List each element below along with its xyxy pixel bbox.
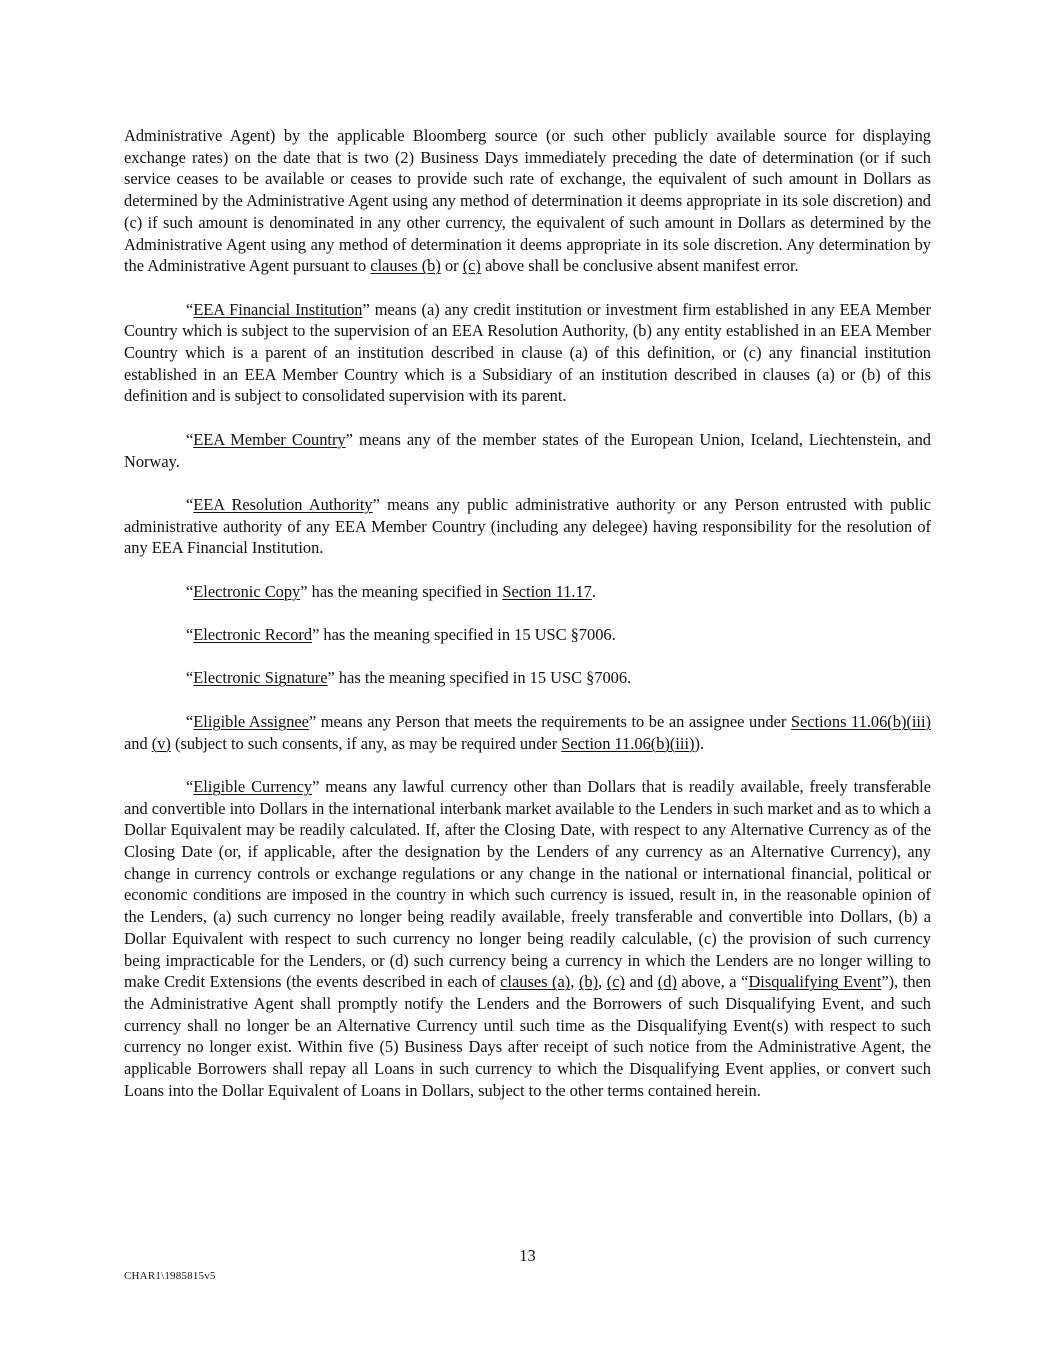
text: Administrative Agent) by the applicable Bloomberg source (or such other publicly available source for displaying exchange rates) on the date that is two (2) Business Days immediately preceding the date of determination (or if such service ceases to be available or ceases to provide such rate of exchange, the equivalent of such amount in Dollars as determined by the Administrative Agent using any method of determination it deems appropriate in its sole discretion) and (c) if such amount is denominated in any other currency, the equivalent of such amount in Dollars as determined by the Administrative Agent using any method of determination it deems appropriate in its sole discretion. Any determination by the Administrative Agent pursuant to [124,126,931,276]
text: , [570,972,579,992]
definition-text: ” has the meaning specified in 15 USC §7006. [327,668,632,688]
definition-text: ” has the meaning specified in 15 USC §7006. [312,625,616,645]
text: and [124,733,152,753]
section-reference: Section 11.06(b)(iii) [561,733,695,753]
text: (subject to such consents, if any, as may be required under [170,733,562,753]
open-quote: “ [186,581,194,601]
section-reference: (v) [151,733,171,753]
document-body [124,125,931,1123]
definition-text: ” means any public administrative authority or any Person entrusted with public administrative authority of any EEA Member Country (including any delegee) having responsibility for the resolution of any EEA Financial Institution. [124,494,931,558]
definition-text: ” means any of the member states of the European Union, Iceland, Liechtenstein, and Norway. [124,429,932,471]
defined-term: EEA Resolution Authority [193,494,373,514]
clause-reference: (b) [578,972,599,992]
document-id: CHAR1\1985815v5 [124,1270,216,1282]
defined-term: Electronic Copy [193,581,301,601]
definition-text: ” has the meaning specified in [300,581,503,601]
clause-reference: (c) [606,972,625,992]
section-reference: Section 11.17 [502,581,592,601]
open-quote: “ [186,668,194,688]
definition-electronic-signature [124,667,931,689]
definition-eea-member-country [124,429,931,472]
clause-reference: clauses (b) [370,256,441,276]
definition-electronic-copy [124,581,931,603]
open-quote: “ [186,625,194,645]
definition-eligible-currency [124,776,931,1102]
text: . [591,581,596,601]
definition-text: ” means any lawful currency other than Dollars that is readily available, freely transferable and convertible into Dollars in the international interbank market available to the Lenders in such market and as to which a Dollar Equivalent may be readily calculated. If, after the Closing Date, with respect to any Alternative Currency as of the Closing Date (or, if applicable, after the designation by the Lenders of any currency as an Alternative Currency), any change in currency controls or exchange regulations or any change in the national or international financial, political or economic conditions are imposed in the country in which such currency is issued, result in, in the reasonable opinion of the Lenders, (a) such currency no longer being readily available, freely transferable and convertible into Dollars, (b) a Dollar Equivalent with respect to such currency no longer being readily calculable, (c) the provision of such currency being impracticable for the Lenders, or (d) such currency being a currency in which the Lenders are no longer willing to make Credit Extensions (the events described in each of [124,776,931,992]
clause-reference: (d) [657,972,677,992]
text: ). [694,733,705,753]
defined-term: Eligible Assignee [193,711,309,731]
clause-reference: clauses (a) [500,972,571,992]
definition-eea-financial-institution [124,299,931,408]
text: and [624,972,658,992]
text: , [598,972,607,992]
text: above, a “ [676,972,749,992]
defined-term: EEA Member Country [193,429,346,449]
definition-text: ” means any Person that meets the requirements to be an assignee under [308,711,791,731]
definition-eea-resolution-authority [124,494,931,559]
definition-electronic-record [124,624,931,646]
text: above shall be conclusive absent manifest error. [480,256,799,276]
defined-term: Electronic Signature [193,668,328,688]
defined-term: EEA Financial Institution [193,299,363,319]
text: ”), then the Administrative Agent shall promptly notify the Lenders and the Borrowers of such Disqualifying Event, and such currency shall no longer be an Alternative Currency until such time as the Disqualifying Event(s) with respect to such currency no longer exist. Within five (5) Business Days after receipt of such notice from the Administrative Agent, the applicable Borrowers shall repay all Loans in such currency to which the Disqualifying Event applies, or convert such Loans into the Dollar Equivalent of Loans in Dollars, subject to the other terms contained herein. [124,972,932,1100]
defined-term: Electronic Record [193,625,313,645]
open-quote: “ [186,429,194,449]
defined-term: Eligible Currency [193,776,313,796]
open-quote: “ [186,776,194,796]
paragraph-bloomberg-continuation [124,125,931,277]
defined-term: Disqualifying Event [748,972,882,992]
page-number: 13 [519,1246,536,1265]
text: or [440,256,463,276]
open-quote: “ [186,711,194,731]
definition-text: ” means (a) any credit institution or investment firm established in any EEA Member Country which is subject to the supervision of an EEA Resolution Authority, (b) any entity established in an EEA Member Country which is a parent of an institution described in clause (a) of this definition, or (c) any financial institution established in an EEA Member Country which is a Subsidiary of an institution described in clauses (a) or (b) of this definition and is subject to consolidated supervision with its parent. [124,299,931,406]
definition-eligible-assignee [124,711,931,754]
open-quote: “ [186,299,194,319]
clause-reference: (c) [462,256,481,276]
section-reference: Sections 11.06(b)(iii) [790,711,931,731]
open-quote: “ [186,494,194,514]
